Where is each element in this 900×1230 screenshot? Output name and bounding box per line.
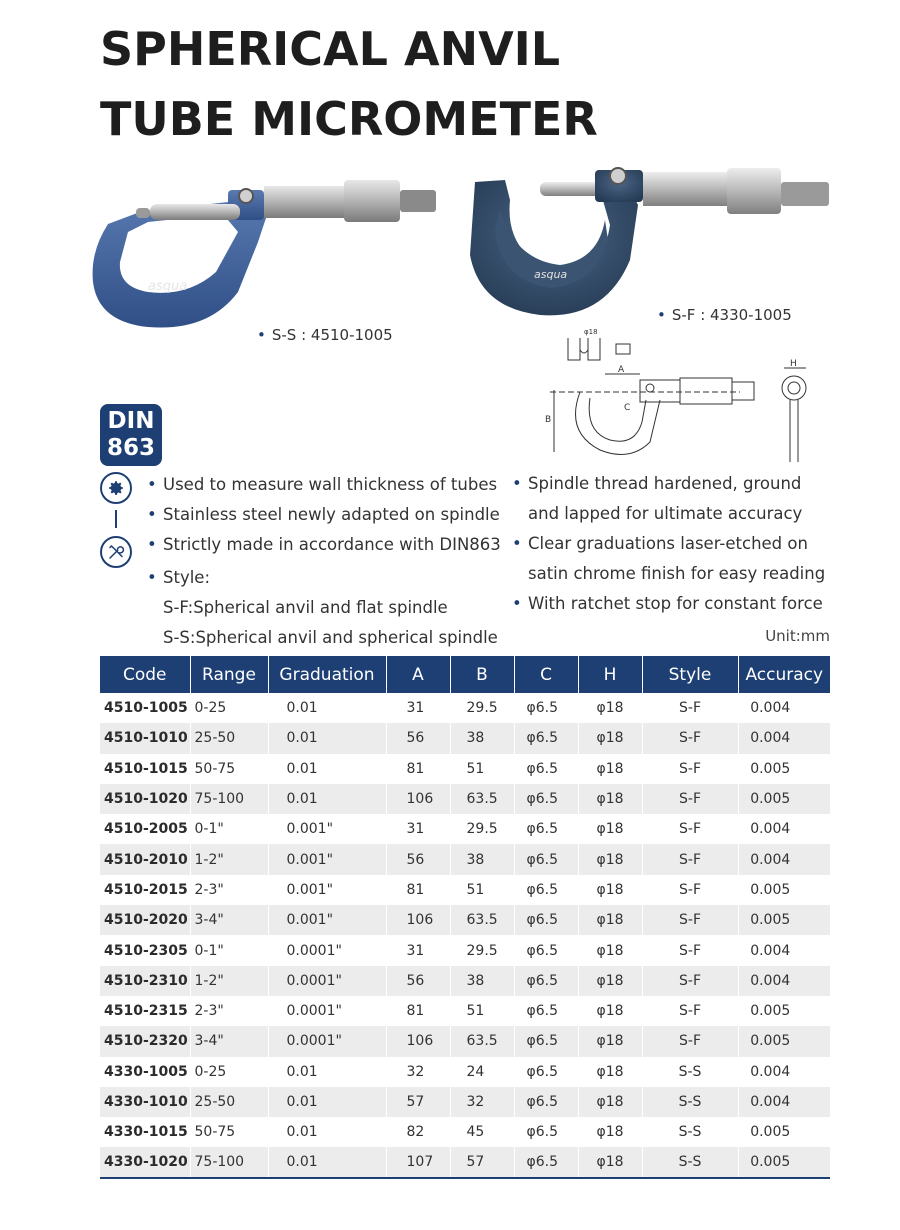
- cell-accuracy: 0.004: [750, 1063, 791, 1080]
- cell-graduation: 0.01: [268, 1117, 386, 1147]
- col-header-graduation: Graduation: [268, 656, 386, 693]
- micrometer-photo-sf: [460, 160, 840, 325]
- title-line-1: SPHERICAL ANVIL: [100, 22, 561, 76]
- caption-sf-text: S-F : 4330-1005: [671, 306, 792, 324]
- cell-h: φ18: [578, 693, 642, 723]
- cell-a: 81: [386, 754, 450, 784]
- caption-ss: • S-S : 4510-1005: [257, 326, 393, 344]
- cell-graduation: 0.001": [268, 844, 386, 874]
- col-header-c: C: [514, 656, 578, 693]
- cell-code: 4510-2315: [100, 996, 190, 1026]
- cell-c: φ6.5: [514, 814, 578, 844]
- cell-code: 4330-1015: [100, 1117, 190, 1147]
- cell-a: 107: [386, 1147, 450, 1177]
- table-row: [100, 1057, 830, 1087]
- table-row: [100, 814, 830, 844]
- cell-accuracy: 0.005: [750, 1124, 791, 1141]
- cell-range: 3-4": [190, 905, 268, 935]
- cell-graduation: 0.001": [268, 905, 386, 935]
- cell-graduation: 0.01: [268, 693, 386, 723]
- feature-list-right: [512, 469, 832, 619]
- cell-range: 75-100: [190, 784, 268, 814]
- cell-h: φ18: [578, 875, 642, 905]
- cell-b: 24: [450, 1057, 514, 1087]
- cell-graduation: 0.0001": [268, 1026, 386, 1056]
- cell-a: 31: [386, 814, 450, 844]
- cell-range: 0-25: [190, 1057, 268, 1087]
- cell-c: φ6.5: [514, 875, 578, 905]
- cell-graduation: 0.01: [268, 723, 386, 753]
- cell-b: 51: [450, 875, 514, 905]
- cell-h: φ18: [578, 1087, 642, 1117]
- cell-a: 31: [386, 693, 450, 723]
- feature-item-style-ss: S-S:Spherical anvil and spherical spindle: [163, 628, 498, 647]
- table-row: [100, 996, 830, 1026]
- table-row: [100, 935, 830, 965]
- col-header-style: Style: [642, 656, 738, 693]
- table-header-row: [100, 656, 830, 693]
- tools-icon: [100, 536, 132, 568]
- cell-style: S-F: [642, 1026, 738, 1056]
- din-badge-line-1: DIN: [107, 408, 155, 434]
- cell-a: 56: [386, 966, 450, 996]
- cell-a: 81: [386, 996, 450, 1026]
- cell-b: 63.5: [450, 1026, 514, 1056]
- cell-code: 4510-2005: [100, 814, 190, 844]
- cell-graduation: 0.0001": [268, 966, 386, 996]
- cell-b: 45: [450, 1117, 514, 1147]
- table-row: [100, 693, 830, 723]
- drawing-dim-label: φ18: [584, 328, 598, 336]
- table-row: [100, 844, 830, 874]
- cell-h: φ18: [578, 905, 642, 935]
- cell-a: 106: [386, 905, 450, 935]
- cell-code: 4330-1005: [100, 1057, 190, 1087]
- cell-range: 0-1": [190, 935, 268, 965]
- cell-graduation: 0.01: [268, 754, 386, 784]
- unit-label: Unit:mm: [765, 627, 830, 645]
- cell-c: φ6.5: [514, 693, 578, 723]
- cell-range: 3-4": [190, 1026, 268, 1056]
- cell-accuracy: 0.004: [738, 966, 830, 996]
- table-row: [100, 1087, 830, 1117]
- table-row: [100, 966, 830, 996]
- cell-h: φ18: [578, 754, 642, 784]
- col-header-h: H: [578, 656, 642, 693]
- cell-range: 25-50: [190, 723, 268, 753]
- cell-style: S-F: [642, 905, 738, 935]
- cell-b: 63.5: [450, 905, 514, 935]
- feature-item: • Used to measure wall thickness of tubes: [147, 470, 507, 500]
- cell-c: φ6.5: [514, 996, 578, 1026]
- cell-graduation: 0.0001": [268, 935, 386, 965]
- cell-style: S-S: [642, 1057, 738, 1087]
- table-row: [100, 875, 830, 905]
- cell-accuracy: 0.005: [738, 1147, 830, 1177]
- feature-item: • Clear graduations laser-etched on: [512, 529, 832, 559]
- cell-c: φ6.5: [514, 905, 578, 935]
- cell-style: S-F: [642, 844, 738, 874]
- cell-accuracy: 0.005: [738, 784, 830, 814]
- cell-accuracy: 0.004: [750, 821, 791, 838]
- cell-b: 51: [450, 754, 514, 784]
- drawing-label-c: C: [624, 403, 631, 413]
- feature-item: • With ratchet stop for constant force: [512, 589, 832, 619]
- cell-a: 56: [386, 844, 450, 874]
- cell-accuracy: 0.005: [738, 1026, 830, 1056]
- cell-style: S-F: [642, 814, 738, 844]
- cell-style: S-F: [642, 723, 738, 753]
- caption-ss-text: S-S : 4510-1005: [271, 326, 393, 344]
- cell-accuracy: 0.004: [750, 700, 791, 717]
- col-header-range: Range: [190, 656, 268, 693]
- cell-style: S-S: [642, 1087, 738, 1117]
- cell-h: φ18: [578, 935, 642, 965]
- cell-b: 38: [450, 966, 514, 996]
- icon-connector: [115, 510, 117, 528]
- brand-logo-sf: asqua: [534, 268, 568, 281]
- cell-c: φ6.5: [514, 966, 578, 996]
- brand-logo-ss: asqua: [148, 279, 188, 294]
- cell-h: φ18: [578, 844, 642, 874]
- cell-range: 2-3": [190, 875, 268, 905]
- din-badge-line-2: 863: [106, 435, 155, 461]
- cell-accuracy: 0.005: [750, 881, 791, 898]
- gear-icon: [100, 472, 132, 504]
- cell-graduation: 0.01: [268, 1057, 386, 1087]
- cell-style: S-F: [642, 875, 738, 905]
- cell-a: 57: [386, 1087, 450, 1117]
- cell-graduation: 0.0001": [268, 996, 386, 1026]
- feature-item-cont: satin chrome finish for easy reading: [528, 564, 826, 583]
- cell-accuracy: 0.005: [750, 1003, 791, 1020]
- table-row: [100, 1147, 830, 1177]
- cell-code: 4330-1010: [100, 1087, 190, 1117]
- cell-b: 38: [450, 844, 514, 874]
- cell-h: φ18: [578, 1026, 642, 1056]
- cell-code: 4510-1005: [100, 693, 190, 723]
- cell-b: 57: [450, 1147, 514, 1177]
- cell-style: S-F: [642, 996, 738, 1026]
- cell-a: 81: [386, 875, 450, 905]
- cell-b: 63.5: [450, 784, 514, 814]
- cell-code: 4510-1020: [100, 784, 190, 814]
- feature-item: • Strictly made in accordance with DIN863: [147, 530, 507, 560]
- cell-range: 50-75: [190, 754, 268, 784]
- cell-b: 38: [450, 723, 514, 753]
- table-body: [100, 693, 830, 1178]
- feature-list-left: [147, 470, 507, 653]
- cell-h: φ18: [578, 1057, 642, 1087]
- cell-b: 29.5: [450, 814, 514, 844]
- cell-c: φ6.5: [514, 1087, 578, 1117]
- cell-c: φ6.5: [514, 754, 578, 784]
- cell-h: φ18: [578, 723, 642, 753]
- cell-style: S-F: [642, 935, 738, 965]
- din-badge: [100, 404, 162, 466]
- cell-range: 1-2": [190, 844, 268, 874]
- cell-b: 29.5: [450, 935, 514, 965]
- page-title: [100, 14, 800, 154]
- cell-range: 2-3": [190, 996, 268, 1026]
- cell-code: 4510-2010: [100, 844, 190, 874]
- cell-a: 106: [386, 784, 450, 814]
- cell-c: φ6.5: [514, 1147, 578, 1177]
- cell-h: φ18: [578, 1147, 642, 1177]
- cell-style: S-F: [642, 784, 738, 814]
- table-row: [100, 1117, 830, 1147]
- cell-code: 4330-1020: [100, 1147, 190, 1177]
- caption-sf: • S-F : 4330-1005: [657, 306, 792, 324]
- cell-h: φ18: [578, 966, 642, 996]
- cell-graduation: 0.001": [268, 875, 386, 905]
- drawing-label-b: B: [545, 415, 552, 425]
- cell-style: S-F: [642, 966, 738, 996]
- table-row: [100, 754, 830, 784]
- cell-a: 56: [386, 723, 450, 753]
- table-row: [100, 905, 830, 935]
- cell-a: 31: [386, 935, 450, 965]
- col-header-b: B: [450, 656, 514, 693]
- cell-accuracy: 0.004: [738, 1087, 830, 1117]
- cell-c: φ6.5: [514, 723, 578, 753]
- cell-accuracy: 0.005: [738, 905, 830, 935]
- cell-h: φ18: [578, 1117, 642, 1147]
- cell-style: S-S: [642, 1147, 738, 1177]
- table-row: [100, 723, 830, 753]
- cell-c: φ6.5: [514, 784, 578, 814]
- cell-range: 0-1": [190, 814, 268, 844]
- col-header-a: A: [386, 656, 450, 693]
- cell-accuracy: 0.005: [750, 760, 791, 777]
- cell-graduation: 0.01: [268, 1087, 386, 1117]
- micrometer-photo-ss: [88, 172, 448, 337]
- cell-code: 4510-2015: [100, 875, 190, 905]
- cell-b: 29.5: [450, 693, 514, 723]
- cell-graduation: 0.01: [268, 784, 386, 814]
- cell-code: 4510-2305: [100, 935, 190, 965]
- cell-range: 25-50: [190, 1087, 268, 1117]
- feature-item: • Spindle thread hardened, ground: [512, 469, 832, 499]
- cell-b: 51: [450, 996, 514, 1026]
- cell-style: S-S: [642, 1117, 738, 1147]
- title-line-2: TUBE MICROMETER: [100, 92, 598, 146]
- cell-range: 75-100: [190, 1147, 268, 1177]
- cell-c: φ6.5: [514, 935, 578, 965]
- cell-accuracy: 0.004: [738, 723, 830, 753]
- cell-range: 50-75: [190, 1117, 268, 1147]
- spec-table: [100, 656, 830, 1179]
- cell-code: 4510-1010: [100, 723, 190, 753]
- col-header-accuracy: Accuracy: [738, 656, 830, 693]
- feature-item: • Style:: [147, 563, 507, 593]
- cell-c: φ6.5: [514, 1057, 578, 1087]
- cell-code: 4510-1015: [100, 754, 190, 784]
- cell-h: φ18: [578, 784, 642, 814]
- cell-a: 82: [386, 1117, 450, 1147]
- cell-c: φ6.5: [514, 1117, 578, 1147]
- feature-item-style-sf: S-F:Spherical anvil and flat spindle: [163, 598, 448, 617]
- cell-range: 0-25: [190, 693, 268, 723]
- cell-accuracy: 0.004: [750, 942, 791, 959]
- feature-item-cont: and lapped for ultimate accuracy: [528, 504, 803, 523]
- cell-code: 4510-2020: [100, 905, 190, 935]
- cell-c: φ6.5: [514, 1026, 578, 1056]
- cell-h: φ18: [578, 814, 642, 844]
- cell-a: 32: [386, 1057, 450, 1087]
- cell-c: φ6.5: [514, 844, 578, 874]
- feature-item: • Stainless steel newly adapted on spindle: [147, 500, 507, 530]
- cell-code: 4510-2310: [100, 966, 190, 996]
- drawing-label-a: A: [618, 365, 625, 375]
- cell-graduation: 0.001": [268, 814, 386, 844]
- cell-b: 32: [450, 1087, 514, 1117]
- cell-graduation: 0.01: [268, 1147, 386, 1177]
- cell-style: S-F: [642, 754, 738, 784]
- dimension-drawing: [540, 322, 820, 467]
- cell-range: 1-2": [190, 966, 268, 996]
- drawing-label-h: H: [790, 359, 797, 369]
- table-row: [100, 1026, 830, 1056]
- cell-a: 106: [386, 1026, 450, 1056]
- col-header-code: Code: [100, 656, 190, 693]
- cell-accuracy: 0.004: [738, 844, 830, 874]
- cell-style: S-F: [642, 693, 738, 723]
- table-row: [100, 784, 830, 814]
- cell-h: φ18: [578, 996, 642, 1026]
- cell-code: 4510-2320: [100, 1026, 190, 1056]
